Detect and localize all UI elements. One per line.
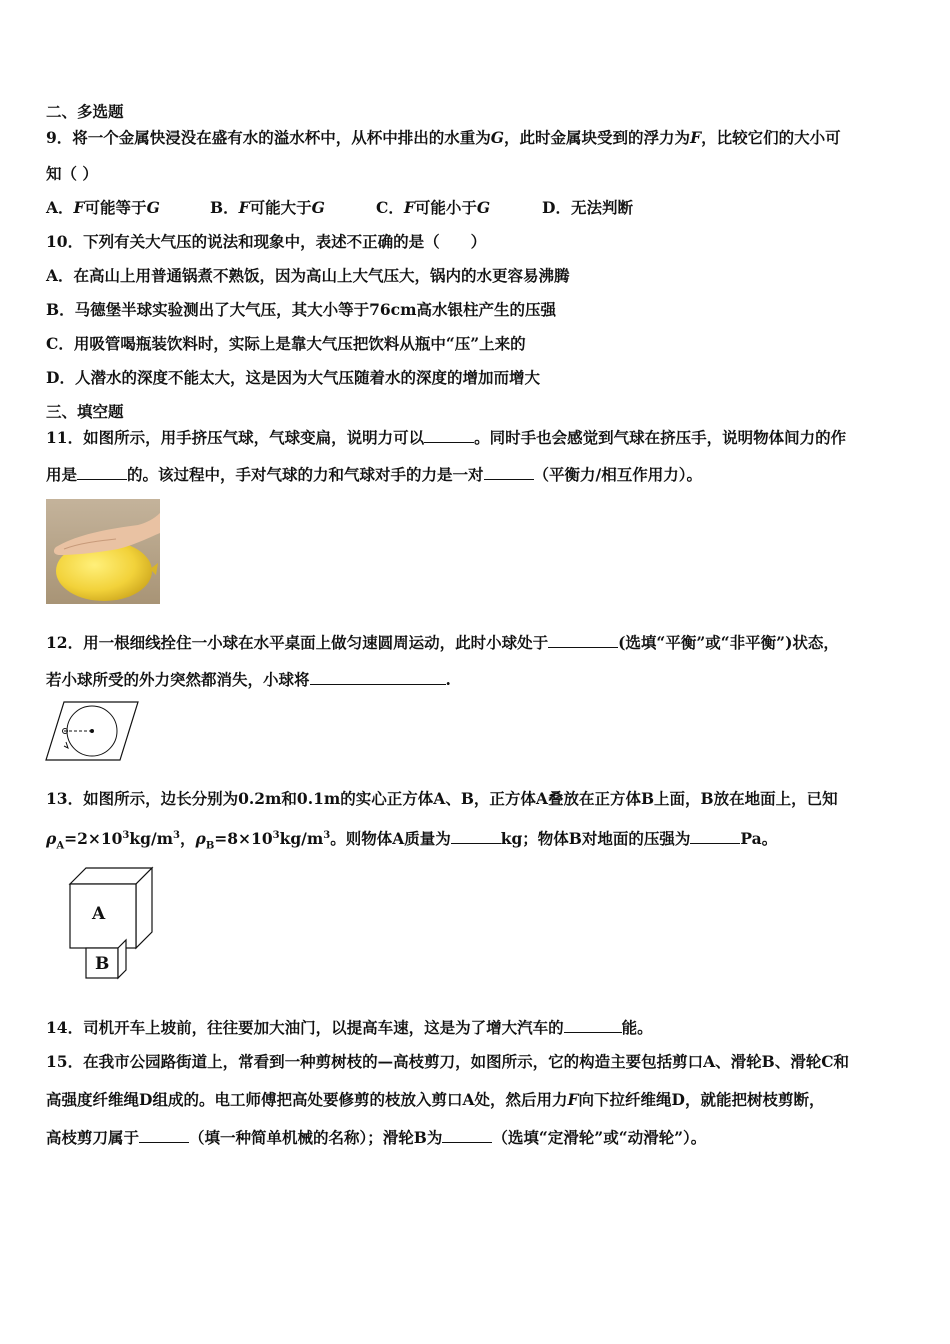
q13-unit-exp-b: 3	[323, 830, 331, 841]
q15-blank-2[interactable]	[442, 1128, 492, 1143]
q12-text-b: (选填“平衡”或“非平衡”)状态，	[618, 633, 839, 652]
q12-line1	[46, 633, 839, 653]
q9-c-text: 可能小于	[414, 198, 477, 217]
q9-b-label: B．	[210, 198, 239, 217]
balloon-hand-photo	[46, 499, 160, 604]
q9-b-F: F	[238, 198, 250, 217]
section-multi-choice: 二、多选题	[46, 102, 124, 121]
q11-blank-2[interactable]	[77, 465, 127, 480]
q9-stem-line1	[46, 128, 841, 148]
q13-line2	[46, 826, 777, 856]
q14-blank[interactable]	[564, 1018, 622, 1033]
q15-line1: 15．在我市公园路街道上，常看到一种剪树枝的—高枝剪刀，如图所示，它的构造主要包括剪口A、滑轮B、滑轮C和	[46, 1052, 850, 1071]
q13-line1: 13．如图所示，边长分别为0.2m和0.1m的实心正方体A、B，正方体A叠放在正方体B上面，B放在地面上，已知	[46, 789, 838, 808]
q13-eq-a: =2×10	[64, 829, 123, 849]
q15-text-b: 向下拉纤维绳D，就能把树枝剪断，	[578, 1090, 825, 1109]
q12-blank-2[interactable]	[310, 670, 446, 685]
q9-a-label: A．	[46, 198, 74, 217]
cube-b-label: B	[95, 954, 110, 974]
q9-c-label: C．	[376, 198, 404, 217]
q11-text-e: （平衡力/相互作用力）。	[533, 465, 702, 484]
q9-var-F: F	[690, 128, 702, 147]
q14-text-b: 能。	[621, 1018, 653, 1037]
q13-blank-1[interactable]	[451, 829, 501, 844]
q10-stem: 10．下列有关大气压的说法和现象中，表述不正确的是（ ）	[46, 232, 487, 251]
q13-unit-exp-a: 3	[173, 830, 180, 841]
q9-options	[46, 198, 633, 218]
q13-exp-a: 3	[122, 830, 130, 841]
q11-text-a: 11．如图所示，用手挤压气球，气球变扁，说明力可以	[46, 428, 425, 447]
q13-sep: ，	[180, 829, 196, 849]
q9-var-G: G	[490, 128, 505, 147]
q13-tail-a: 。则物体A质量为	[330, 829, 451, 849]
q14-text-a: 14．司机开车上坡前，往往要加大油门，以提高车速，这是为了增大汽车的	[46, 1018, 564, 1037]
q13-tail-b: kg；物体B对地面的压强为	[500, 829, 691, 849]
q9-option-c	[376, 198, 542, 218]
q15-blank-1[interactable]	[139, 1128, 189, 1143]
q13-unit-b: kg/m	[279, 829, 324, 849]
q12-text-d: .	[445, 670, 451, 689]
q15-line2	[46, 1090, 824, 1110]
q15-text-c: 高枝剪刀属于	[46, 1128, 140, 1147]
q15-var-F: F	[567, 1090, 579, 1109]
q9-stem-line2: 知（ ）	[46, 164, 98, 183]
q11-text-d: 的。该过程中，手对气球的力和气球对手的力是一对	[127, 465, 484, 484]
q9-option-b	[210, 198, 376, 218]
q11-blank-1[interactable]	[424, 428, 474, 443]
q13-blank-2[interactable]	[690, 829, 740, 844]
section-fill-blank: 三、填空题	[46, 402, 124, 421]
q9-c-F: F	[403, 198, 415, 217]
q14-line	[46, 1018, 653, 1038]
q11-line2	[46, 465, 702, 485]
stacked-cubes-diagram	[66, 864, 156, 982]
q15-line3	[46, 1128, 706, 1148]
q12-line2	[46, 670, 451, 690]
circular-motion-diagram	[44, 700, 140, 762]
q11-blank-3[interactable]	[484, 465, 534, 480]
q9-a-F: F	[73, 198, 85, 217]
q12-blank-1[interactable]	[548, 633, 618, 648]
q13-unit-a: kg/m	[129, 829, 174, 849]
q9-b-text: 可能大于	[249, 198, 312, 217]
q11-text-b: 。同时手也会感觉到气球在挤压手，说明物体间力的作	[474, 428, 847, 447]
q9-text-b: ，此时金属块受到的浮力为	[504, 128, 691, 147]
q10-option-c: C．用吸管喝瓶装饮料时，实际上是靠大气压把饮料从瓶中“压”上来的	[46, 334, 526, 353]
q13-tail-c: Pa。	[740, 829, 778, 849]
q9-option-d: D．无法判断	[542, 198, 633, 217]
q10-option-a: A．在高山上用普通锅煮不熟饭，因为高山上大气压大，锅内的水更容易沸腾	[46, 266, 570, 285]
q12-text-a: 12．用一根细线拴住一小球在水平桌面上做匀速圆周运动，此时小球处于	[46, 633, 549, 652]
q9-text-c: ，比较它们的大小可	[701, 128, 841, 147]
q13-sub-a: A	[56, 840, 65, 852]
q15-text-a: 高强度纤维绳D组成的。电工师傅把高处要修剪的枝放入剪口A处，然后用力	[46, 1090, 568, 1109]
q13-sub-b: B	[205, 840, 215, 852]
q9-a-text: 可能等于	[84, 198, 147, 217]
q9-a-G: G	[146, 198, 160, 217]
q13-exp-b: 3	[272, 830, 280, 841]
q13-eq-b: =8×10	[214, 829, 273, 849]
q9-option-a	[46, 198, 210, 218]
q15-text-e: （选填“定滑轮”或“动滑轮”）。	[492, 1128, 707, 1147]
q13-rho-b: ρ	[195, 829, 206, 849]
q12-text-c: 若小球所受的外力突然都消失，小球将	[46, 670, 310, 689]
q13-rho-a: ρ	[46, 829, 57, 849]
q10-option-b: B．马德堡半球实验测出了大气压，其大小等于76cm高水银柱产生的压强	[46, 300, 557, 319]
q9-b-G: G	[311, 198, 325, 217]
cube-a-label: A	[92, 904, 106, 924]
q11-text-c: 用是	[46, 465, 78, 484]
q11-line1	[46, 428, 846, 448]
q9-c-G: G	[476, 198, 491, 217]
q15-text-d: （填一种简单机械的名称）；滑轮B为	[189, 1128, 443, 1147]
q10-option-d: D．人潜水的深度不能太大，这是因为大气压随着水的深度的增加而增大	[46, 368, 540, 387]
q9-text-a: 9．将一个金属快浸没在盛有水的溢水杯中，从杯中排出的水重为	[46, 128, 491, 147]
